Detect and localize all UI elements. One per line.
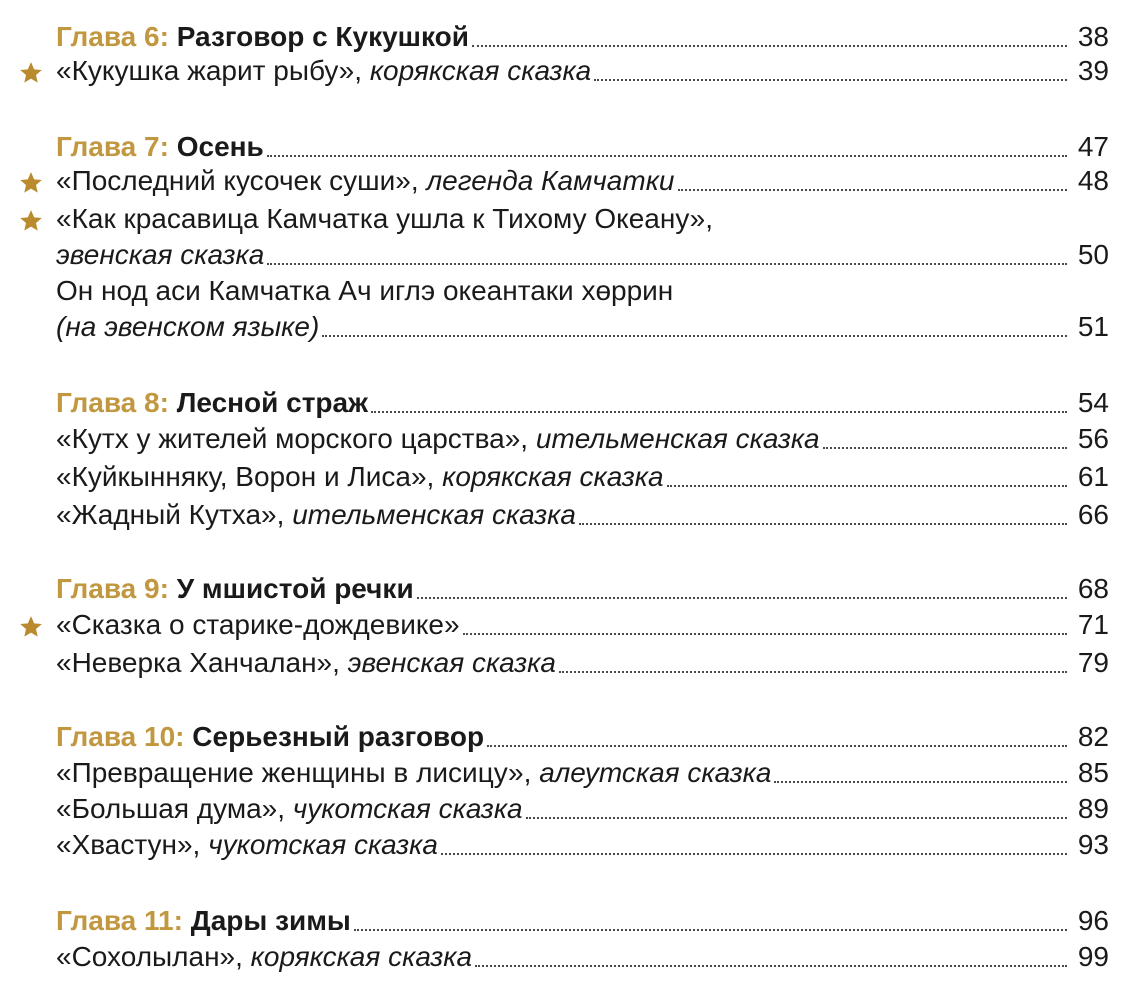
- dot-leader: [823, 447, 1067, 449]
- story-genre: ительменская сказка: [292, 499, 576, 530]
- story-title: «Хвастун»,: [56, 829, 201, 860]
- dot-leader: [559, 671, 1067, 673]
- page-number: 48: [1077, 165, 1109, 196]
- story-genre: алеутская сказка: [539, 757, 772, 788]
- page-number: 50: [1077, 239, 1109, 270]
- dot-leader: [678, 189, 1068, 191]
- story-title: «Неверка Ханчалан»,: [56, 647, 340, 678]
- dot-leader: [371, 411, 1067, 413]
- dot-leader: [475, 965, 1067, 967]
- story-row: [56, 52, 1109, 90]
- story-genre: корякская сказка: [369, 55, 592, 86]
- story-row: [56, 938, 1109, 976]
- page-number: 85: [1077, 757, 1109, 788]
- chapter-label: Глава 11:: [56, 905, 183, 936]
- page-number: 38: [1077, 21, 1109, 52]
- story-genre: эвенская сказка: [347, 647, 556, 678]
- chapter-label: Глава 8:: [56, 387, 169, 418]
- story-title: «Жадный Кутха»,: [56, 499, 285, 530]
- dot-leader: [472, 45, 1067, 47]
- dot-leader: [463, 633, 1067, 635]
- page-number: 68: [1077, 573, 1109, 604]
- chapter-title: Серьезный разговор: [192, 721, 485, 752]
- page-number: 96: [1077, 905, 1109, 936]
- story-row: [56, 790, 1109, 828]
- chapter-heading-row: [56, 18, 1109, 56]
- star-icon: [18, 614, 44, 640]
- story-row: [56, 458, 1109, 496]
- dot-leader: [526, 817, 1067, 819]
- story-title: Он нод аси Камчатка Ач иглэ океантаки хөррин: [56, 275, 674, 306]
- story-genre: легенда Камчатки: [426, 165, 675, 196]
- dot-leader: [594, 79, 1067, 81]
- chapter-label: Глава 7:: [56, 131, 169, 162]
- page-number: 99: [1077, 941, 1109, 972]
- star-icon: [18, 208, 44, 234]
- story-genre: чукотская сказка: [292, 793, 523, 824]
- chapter-heading-row: [56, 570, 1109, 608]
- story-row: [56, 606, 1109, 644]
- page-number: 61: [1077, 461, 1109, 492]
- story-row: [56, 644, 1109, 682]
- story-title: «Кутх у жителей морского царства»,: [56, 423, 529, 454]
- page-number: 51: [1077, 311, 1109, 342]
- dot-leader: [441, 853, 1067, 855]
- dot-leader: [667, 485, 1067, 487]
- story-title: «Как красавица Камчатка ушла к Тихому Океану»,: [56, 203, 713, 234]
- story-title: «Кукушка жарит рыбу»,: [56, 55, 363, 86]
- dot-leader: [774, 781, 1067, 783]
- story-row: [56, 308, 1109, 346]
- page-number: 82: [1077, 721, 1109, 752]
- chapter-heading-row: [56, 718, 1109, 756]
- story-genre: ительменская сказка: [535, 423, 820, 454]
- story-title: «Куйкынняку, Ворон и Лиса»,: [56, 461, 435, 492]
- dot-leader: [267, 263, 1067, 265]
- chapter-label: Глава 10:: [56, 721, 185, 752]
- dot-leader: [487, 745, 1067, 747]
- page-number: 47: [1077, 131, 1109, 162]
- story-genre: корякская сказка: [442, 461, 664, 492]
- story-row: [56, 826, 1109, 864]
- story-genre: чукотская сказка: [208, 829, 438, 860]
- page-number: 54: [1077, 387, 1109, 418]
- story-row: [56, 236, 1109, 274]
- dot-leader: [579, 523, 1067, 525]
- page-number: 89: [1077, 793, 1109, 824]
- story-row: [56, 420, 1109, 458]
- story-title: «Сохолылан»,: [56, 941, 243, 972]
- story-row: [56, 162, 1109, 200]
- story-title: «Превращение женщины в лисицу»,: [56, 757, 532, 788]
- story-genre: корякская сказка: [250, 941, 473, 972]
- page-number: 56: [1077, 423, 1109, 454]
- story-genre: (на эвенском языке): [56, 311, 320, 342]
- dot-leader: [322, 335, 1067, 337]
- chapter-heading-row: [56, 902, 1109, 940]
- page-number: 66: [1077, 499, 1109, 530]
- story-title: «Большая дума»,: [56, 793, 286, 824]
- star-icon: [18, 60, 44, 86]
- chapter-title: Разговор с Кукушкой: [176, 21, 469, 52]
- star-icon: [18, 170, 44, 196]
- chapter-title: Дары зимы: [190, 905, 351, 936]
- chapter-heading-row: [56, 384, 1109, 422]
- chapter-title: Осень: [176, 131, 264, 162]
- chapter-heading-row: [56, 128, 1109, 166]
- page-number: 39: [1077, 55, 1109, 86]
- story-title: «Последний кусочек суши»,: [56, 165, 419, 196]
- dot-leader: [417, 597, 1067, 599]
- story-genre: эвенская сказка: [56, 239, 265, 270]
- story-row: [56, 754, 1109, 792]
- chapter-label: Глава 9:: [56, 573, 169, 604]
- chapter-title: Лесной страж: [176, 387, 368, 418]
- story-title-row: [56, 272, 1109, 310]
- story-row: [56, 496, 1109, 534]
- page-number: 79: [1077, 647, 1109, 678]
- page-number: 93: [1077, 829, 1109, 860]
- chapter-label: Глава 6:: [56, 21, 169, 52]
- page-number: 71: [1077, 609, 1109, 640]
- story-title: «Сказка о старике-дождевике»: [56, 609, 460, 640]
- dot-leader: [354, 929, 1067, 931]
- chapter-title: У мшистой речки: [176, 573, 414, 604]
- story-title-row: [56, 200, 1109, 238]
- dot-leader: [267, 155, 1067, 157]
